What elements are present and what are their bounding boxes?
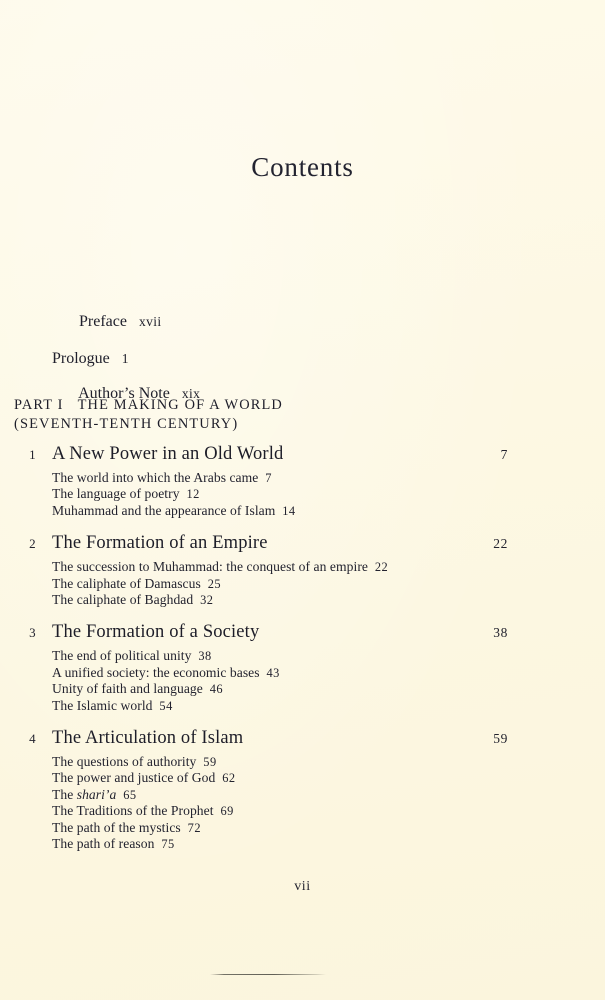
subentry-page: 65: [123, 787, 137, 802]
subentry-text: The caliphate of Baghdad: [52, 592, 194, 608]
subentry-page: 14: [282, 503, 296, 518]
subentry: [52, 486, 605, 502]
subentry-text: The path of the mystics: [52, 819, 181, 835]
chapter-number: 2: [29, 536, 36, 552]
front-matter-page: xix: [181, 386, 201, 401]
part-heading-line-1: PART I THE MAKING OF A WORLD: [14, 397, 283, 413]
subentry-page: 75: [161, 837, 175, 852]
subentry-text: Unity of faith and language: [52, 681, 203, 697]
subentry-text: The caliphate of Damascus: [52, 575, 201, 591]
subentry-page: 22: [374, 560, 389, 575]
chapter-heading-row: [0, 728, 605, 753]
chapter-entry: [0, 728, 605, 852]
chapter-title: The Formation of a Society: [52, 622, 260, 643]
subentry-list: [0, 469, 605, 519]
subentry: [52, 592, 605, 608]
subentry-text: The language of poetry: [52, 486, 180, 502]
chapter-title: A New Power in an Old World: [52, 444, 284, 464]
prologue-label: Prologue: [52, 350, 110, 367]
subentry-page: 72: [187, 820, 201, 835]
subentry-page: 32: [200, 593, 214, 608]
chapter-page-number: 59: [493, 731, 508, 747]
subentry-italic-term: [52, 787, 605, 803]
part-heading-line-2: (SEVENTH-TENTH CENTURY): [14, 416, 239, 432]
subentry-text: The path of reason: [52, 836, 155, 852]
chapter-list: [0, 444, 605, 867]
subentry-list: [0, 558, 605, 608]
subentry-text: The questions of authority: [52, 754, 197, 770]
subentry: [52, 770, 605, 786]
subentry-text: The end of political unity: [52, 648, 192, 664]
subentry-page: 7: [265, 471, 272, 485]
subentry: [52, 503, 605, 519]
subentry-list: [0, 647, 605, 714]
bottom-rule: [210, 974, 326, 975]
subentry: [52, 559, 605, 575]
subentry-text: The Islamic world: [52, 697, 153, 713]
chapter-page-number: 7: [500, 447, 508, 462]
chapter-number: 3: [29, 625, 36, 641]
subentry: [52, 754, 605, 770]
subentry-text: Muhammad and the appearance of Islam: [52, 502, 276, 518]
subentry-text: The: [52, 786, 77, 802]
prologue-entry: [52, 347, 129, 371]
chapter-heading-row: [0, 444, 605, 469]
chapter-title: The Articulation of Islam: [52, 728, 244, 749]
subentry-page: 62: [222, 771, 236, 786]
subentry: [52, 576, 605, 592]
chapter-number: 4: [29, 731, 36, 747]
subentry-list: [0, 753, 605, 852]
chapter-entry: [0, 533, 605, 608]
chapter-heading-row: [0, 533, 605, 558]
subentry: [52, 803, 605, 819]
subentry-text: The succession to Muhammad: the conquest of an empire: [52, 559, 368, 575]
subentry-page: 59: [203, 755, 217, 770]
subentry-page: 43: [266, 665, 280, 680]
subentry: [52, 836, 605, 852]
subentry: [52, 698, 605, 714]
front-matter-label: Preface: [79, 313, 127, 330]
subentry-text: A unified society: the economic bases: [52, 664, 260, 680]
front-matter-page: xvii: [138, 314, 162, 329]
subentry-page: 46: [209, 682, 224, 697]
chapter-number: 1: [29, 447, 36, 462]
subentry-page: 69: [220, 804, 234, 819]
subentry-page: 54: [159, 698, 173, 713]
subentry: [52, 665, 605, 681]
chapter-heading-row: [0, 622, 605, 647]
subentry-page: 12: [186, 487, 200, 502]
chapter-entry: [0, 444, 605, 519]
chapter-page-number: 38: [493, 625, 508, 641]
front-matter-label: Author’s Note: [78, 385, 170, 402]
subentry-text: The world into which the Arabs came: [52, 470, 259, 485]
prologue-page: 1: [121, 351, 129, 366]
subentry-text: The power and justice of God: [52, 770, 216, 786]
subentry-text: The Traditions of the Prophet: [52, 803, 214, 819]
subentry: [52, 470, 605, 486]
subentry-italic-word: shari’a: [76, 786, 117, 802]
subentry: [52, 820, 605, 836]
folio-page-number: vii: [294, 879, 311, 894]
part-heading: [14, 396, 283, 434]
subentry: [52, 648, 605, 664]
chapter-entry: [0, 622, 605, 714]
subentry: [52, 681, 605, 697]
chapter-page-number: 22: [493, 536, 508, 552]
subentry-page: 38: [198, 649, 212, 664]
subentry-page: 25: [207, 576, 222, 591]
page-title: Contents: [251, 152, 354, 182]
chapter-title: The Formation of an Empire: [52, 533, 268, 554]
